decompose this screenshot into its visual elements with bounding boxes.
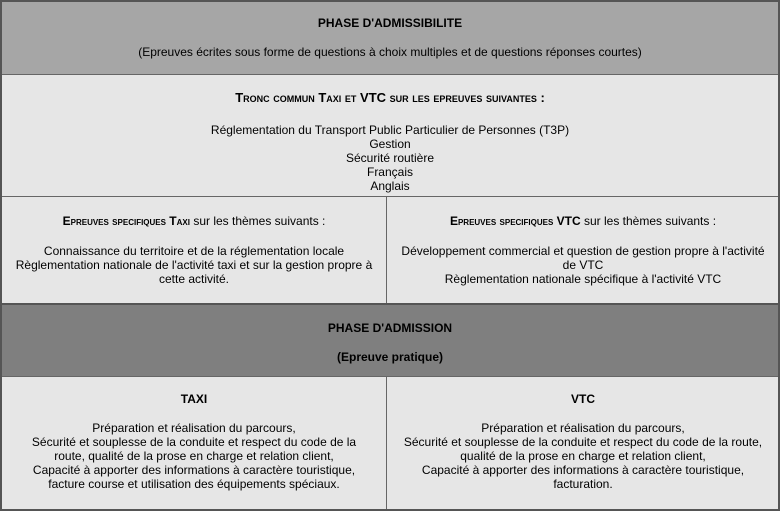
tronc-commun-title: Tronc commun Taxi et VTC sur les epreuves suivantes :: [235, 90, 545, 105]
vtc-cell: [388, 377, 778, 509]
specifique-vtc-heading: [388, 214, 778, 228]
taxi-list: [2, 421, 386, 491]
tronc-commun-row: [2, 75, 778, 197]
specifique-taxi-line: Connaissance du territoire et de la réglementation locale: [43, 244, 345, 258]
specifique-taxi-heading-rest: sur les thèmes suivants :: [189, 214, 326, 228]
specifique-taxi-line: cette activité.: [158, 272, 230, 286]
specifiques-row: [2, 197, 778, 303]
admissibilite-header-cell: [2, 2, 778, 74]
taxi-line: Sécurité et souplesse de la conduite et respect du code de la: [31, 435, 357, 449]
tronc-commun-item: Anglais: [370, 179, 410, 193]
vtc-line: Capacité à apporter des informations à caractère touristique,: [421, 463, 745, 477]
taxi-line: Préparation et réalisation du parcours,: [92, 421, 296, 435]
tronc-commun-list: [2, 123, 778, 193]
specifique-vtc-heading-bold: Epreuves specifiques VTC: [449, 214, 581, 228]
admission-subtitle: (Epreuve pratique): [336, 350, 444, 364]
specifique-taxi-heading-bold: Epreuves specifiques Taxi: [62, 214, 190, 228]
taxi-line: facture course et utilisation des équipements spéciaux.: [48, 477, 340, 491]
specifique-taxi-heading: [2, 214, 386, 228]
admission-title: PHASE D'ADMISSION: [327, 321, 453, 335]
taxi-line: route, qualité de la prose en charge et relation client,: [54, 449, 334, 463]
specifique-taxi-line: Règlementation nationale de l'activité taxi et sur la gestion propre à: [15, 258, 373, 272]
admissibilite-header-row: [2, 2, 778, 75]
vtc-line: qualité de la prose en charge et relation client,: [460, 449, 706, 463]
vtc-line: Sécurité et souplesse de la conduite et respect du code de la route,: [403, 435, 763, 449]
taxi-title: TAXI: [180, 392, 208, 406]
tronc-commun-cell: [2, 75, 778, 196]
specifique-vtc-line: Règlementation nationale spécifique à l'activité VTC: [444, 272, 722, 286]
specifique-vtc-heading-rest: sur les thèmes suivants :: [580, 214, 717, 228]
admission-header-row: [2, 303, 778, 377]
taxi-line: Capacité à apporter des informations à caractère touristique,: [32, 463, 356, 477]
vtc-line: facturation.: [553, 477, 613, 491]
tronc-commun-item: Réglementation du Transport Public Particulier de Personnes (T3P): [210, 123, 570, 137]
admissibilite-title: PHASE D'ADMISSIBILITE: [317, 16, 463, 30]
tronc-commun-item: Français: [366, 165, 413, 179]
tronc-commun-item: Gestion: [369, 137, 411, 151]
specifique-taxi-list: [2, 244, 386, 286]
pratique-row: [2, 377, 778, 509]
specifique-vtc-line: Développement commercial et question de gestion propre à l'activité: [401, 244, 765, 258]
specifique-vtc-list: [388, 244, 778, 286]
admission-header-cell: [2, 305, 778, 376]
specifique-taxi-cell: [2, 197, 387, 303]
vtc-title: VTC: [571, 392, 595, 406]
tronc-commun-item: Sécurité routière: [345, 151, 435, 165]
specifique-vtc-line: de VTC: [562, 258, 604, 272]
vtc-line: Préparation et réalisation du parcours,: [481, 421, 685, 435]
admissibilite-subtitle: (Epreuves écrites sous forme de questions à choix multiples et de questions réponses courtes): [138, 45, 642, 59]
vtc-list: [388, 421, 778, 491]
specifique-vtc-cell: [388, 197, 778, 303]
taxi-cell: [2, 377, 387, 509]
